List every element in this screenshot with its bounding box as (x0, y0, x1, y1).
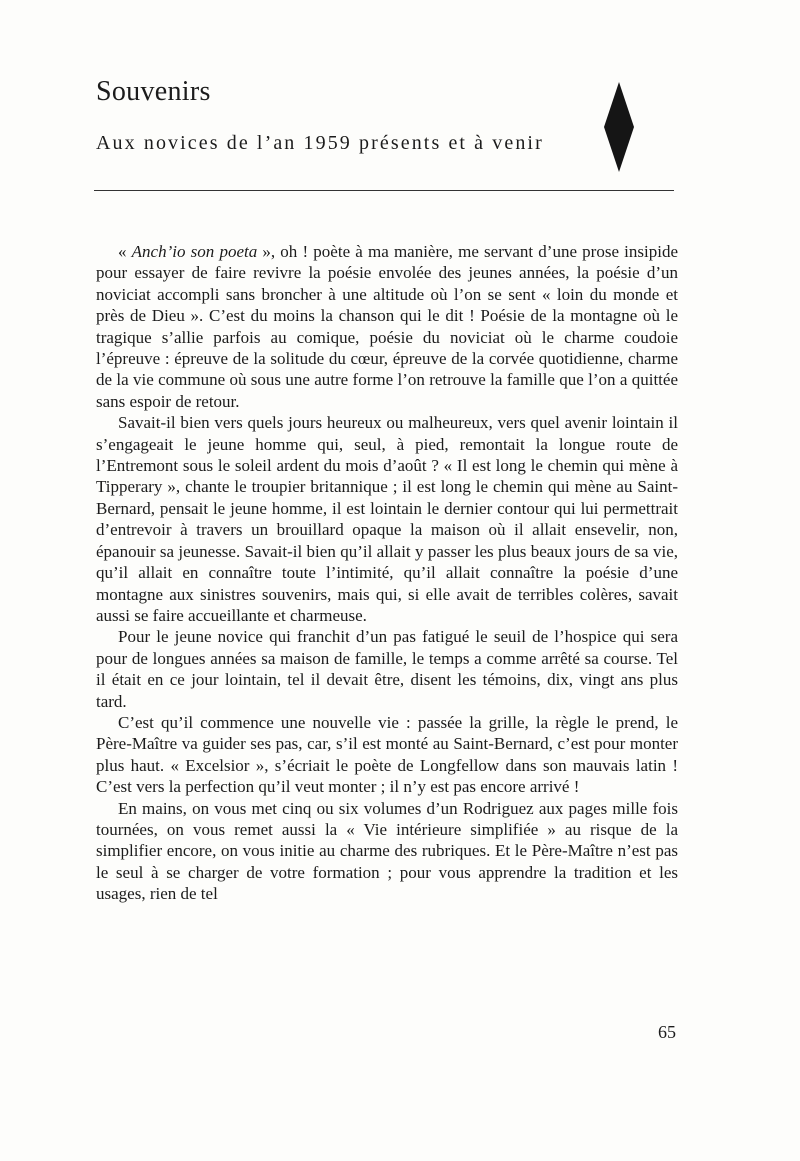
paragraph-1-text: », oh ! poète à ma manière, me servant d’une prose insipide pour essayer de faire revivre la poésie envolée des jeunes années, la poésie d’un noviciat accompli sans broncher à une altitude où l’on se sent « loin du monde et près de Dieu ». C’est du moins la chanson qui le dit ! Poésie de la montagne où le tragique s’allie parfois au comique, poésie du noviciat où le charme coudoie l’épreuve : épreuve de la solitude du cœur, épreuve de la corvée quotidienne, charme de la vie commune où sous une autre forme l’on retrouve la famille que l’on a quittée sans espoir de retour. (96, 242, 678, 411)
paragraph-3: Pour le jeune novice qui franchit d’un pas fatigué le seuil de l’hospice qui sera pour de longues années sa maison de famille, le temps a comme arrêté sa course. Tel il était en ce jour lointain, tel il devait être, disent les témoins, dix, vingt ans plus tard. (96, 627, 678, 711)
page-title: Souvenirs (96, 76, 211, 107)
page-number: 65 (658, 1022, 676, 1042)
italic-quote: Anch’io son poeta (131, 242, 258, 261)
paragraph-4: C’est qu’il commence une nouvelle vie : passée la grille, la règle le prend, le Père-Maître va guider ses pas, car, s’il est monté au Saint-Bernard, c’est pour monter plus haut. « Excelsior », s’écriait le poète de Longfellow dans son mauvais latin ! C’est vers la perfection qu’il veut monter ; il n’y est pas encore arrivé ! (96, 712, 678, 797)
paragraph-5: En mains, on vous met cinq ou six volumes d’un Rodriguez aux pages mille fois tournées, on vous remet aussi la « Vie intérieure simplifiée » au risque de la simplifier encore, on vous initie au charme des rubriques. Et le Père-Maître n’est pas le seul à se charger de votre formation ; pour vous apprendre la tradition et les usages, rien de tel (96, 798, 678, 904)
diamond-ornament-icon (604, 82, 634, 172)
body-text (96, 241, 678, 905)
paragraph-1: « Anch’io son poeta », oh ! poète à ma manière, me servant d’une prose insipide pour essayer de faire revivre la poésie envolée des jeunes années, la poésie d’un noviciat accompli sans broncher à une altitude où l’on se sent « loin du monde et près de Dieu ». C’est du moins la chanson qui le dit ! Poésie de la montagne où le tragique s’allie parfois au comique, poésie du noviciat où le charme coudoie l’épreuve : épreuve de la solitude du cœur, épreuve de la corvée quotidienne, charme de la vie commune où sous une autre forme l’on retrouve la famille que l’on a quittée sans espoir de retour. (96, 242, 678, 411)
title-divider (94, 190, 674, 191)
paragraph-2: Savait-il bien vers quels jours heureux ou malheureux, vers quel avenir lointain il s’engageait le jeune homme qui, seul, à pied, remontait la longue route de l’Entremont sous le soleil ardent du mois d’août ? « Il est long le chemin qui mène à Tipperary », chante le troupier britannique ; il est long le chemin qui mène au Saint-Bernard, pensait le jeune homme, il est lointain le dernier contour qui lui permettrait d’entrevoir à travers un brouillard opaque la maison où il allait ensevelir, non, épanouir sa jeunesse. Savait-il bien qu’il allait y passer les plus beaux jours de sa vie, qu’il allait en connaître toute l’intimité, qu’il allait connaître la poésie d’une montagne aux sinistres souvenirs, mais qui, si elle avait de terribles colères, savait aussi se faire accueillante et charmeuse. (96, 413, 678, 625)
page-subtitle: Aux novices de l’an 1959 présents et à venir (96, 132, 544, 154)
